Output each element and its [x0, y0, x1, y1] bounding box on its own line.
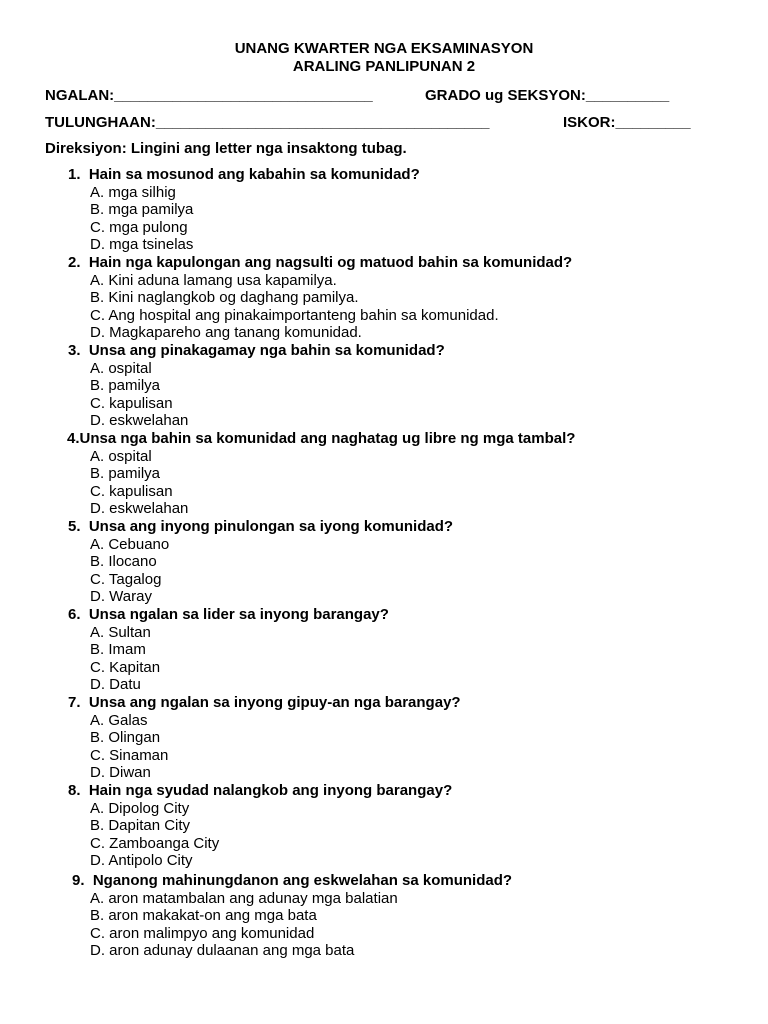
question-7-option-c[interactable]: C. Sinaman	[90, 746, 169, 764]
question-3-option-d[interactable]: D. eskwelahan	[90, 412, 189, 430]
directions: Direksiyon: Lingini ang letter nga insaktong tubag.	[45, 140, 407, 157]
question-5-option-a[interactable]: A. Cebuano	[90, 535, 170, 553]
question-2-option-c[interactable]: C. Ang hospital ang pinakaimportanteng bahin sa komunidad.	[90, 306, 499, 324]
question-3-option-c[interactable]: C. kapulisan	[90, 394, 173, 412]
question-2-option-d[interactable]: D. Magkapareho ang tanang komunidad.	[90, 324, 362, 342]
question-7-option-b[interactable]: B. Olingan	[90, 729, 161, 747]
question-8: 8. Hain nga syudad nalangkob ang inyong barangay?	[68, 782, 453, 799]
question-8-option-c[interactable]: C. Zamboanga City	[90, 834, 220, 852]
question-1-option-a[interactable]: A. mga silhig	[90, 183, 176, 201]
question-9-option-d[interactable]: D. aron adunay dulaanan ang mga bata	[90, 942, 355, 960]
question-3: 3. Unsa ang pinakagamay nga bahin sa komunidad?	[68, 342, 445, 359]
question-2-option-b[interactable]: B. Kini naglangkob og daghang pamilya.	[90, 289, 359, 307]
question-4: 4.Unsa nga bahin sa komunidad ang naghatag ug libre ng mga tambal?	[67, 430, 576, 447]
exam-subject: ARALING PANLIPUNAN 2	[292, 58, 476, 75]
question-5: 5. Unsa ang inyong pinulongan sa iyong komunidad?	[68, 518, 454, 535]
question-1-option-c[interactable]: C. mga pulong	[90, 218, 188, 236]
teacher-field: TULUNGHAAN:________________________________________	[45, 114, 490, 131]
question-5-option-b[interactable]: B. Ilocano	[90, 553, 157, 571]
question-1-option-b[interactable]: B. mga pamilya	[90, 201, 194, 219]
question-6-option-a[interactable]: A. Sultan	[90, 623, 151, 641]
question-2: 2. Hain nga kapulongan ang nagsulti og matuod bahin sa komunidad?	[68, 254, 573, 271]
question-5-option-d[interactable]: D. Waray	[90, 588, 152, 606]
question-4-option-c[interactable]: C. kapulisan	[90, 482, 173, 500]
question-4-option-a[interactable]: A. ospital	[90, 447, 152, 465]
question-5-option-c[interactable]: C. Tagalog	[90, 570, 162, 588]
question-3-option-b[interactable]: B. pamilya	[90, 377, 161, 395]
exam-title: UNANG KWARTER NGA EKSAMINASYON	[234, 40, 534, 57]
question-8-option-b[interactable]: B. Dapitan City	[90, 817, 191, 835]
question-7-option-d[interactable]: D. Diwan	[90, 764, 151, 782]
grade-section-field: GRADO ug SEKSYON:__________	[425, 87, 670, 104]
question-1-option-d[interactable]: D. mga tsinelas	[90, 236, 194, 254]
question-7: 7. Unsa ang ngalan sa inyong gipuy-an nga barangay?	[68, 694, 461, 711]
question-9-option-b[interactable]: B. aron makakat-on ang mga bata	[90, 907, 317, 925]
name-field: NGALAN:_______________________________	[45, 87, 373, 104]
question-3-option-a[interactable]: A. ospital	[90, 359, 152, 377]
question-8-option-d[interactable]: D. Antipolo City	[90, 852, 193, 870]
question-6-option-d[interactable]: D. Datu	[90, 676, 141, 694]
question-7-option-a[interactable]: A. Galas	[90, 711, 148, 729]
question-4-option-d[interactable]: D. eskwelahan	[90, 500, 189, 518]
question-4-option-b[interactable]: B. pamilya	[90, 465, 161, 483]
question-9: 9. Nganong mahinungdanon ang eskwelahan sa komunidad?	[72, 872, 513, 889]
question-9-option-a[interactable]: A. aron matambalan ang adunay mga balatian	[90, 889, 398, 907]
question-2-option-a[interactable]: A. Kini aduna lamang usa kapamilya.	[90, 271, 337, 289]
score-field: ISKOR:_________	[563, 114, 691, 131]
question-6-option-c[interactable]: C. Kapitan	[90, 658, 161, 676]
question-8-option-a[interactable]: A. Dipolog City	[90, 799, 190, 817]
question-6: 6. Unsa ngalan sa lider sa inyong barangay?	[68, 606, 389, 623]
question-1: 1. Hain sa mosunod ang kabahin sa komunidad?	[68, 166, 420, 183]
question-9-option-c[interactable]: C. aron malimpyo ang komunidad	[90, 924, 315, 942]
question-6-option-b[interactable]: B. Imam	[90, 641, 146, 659]
